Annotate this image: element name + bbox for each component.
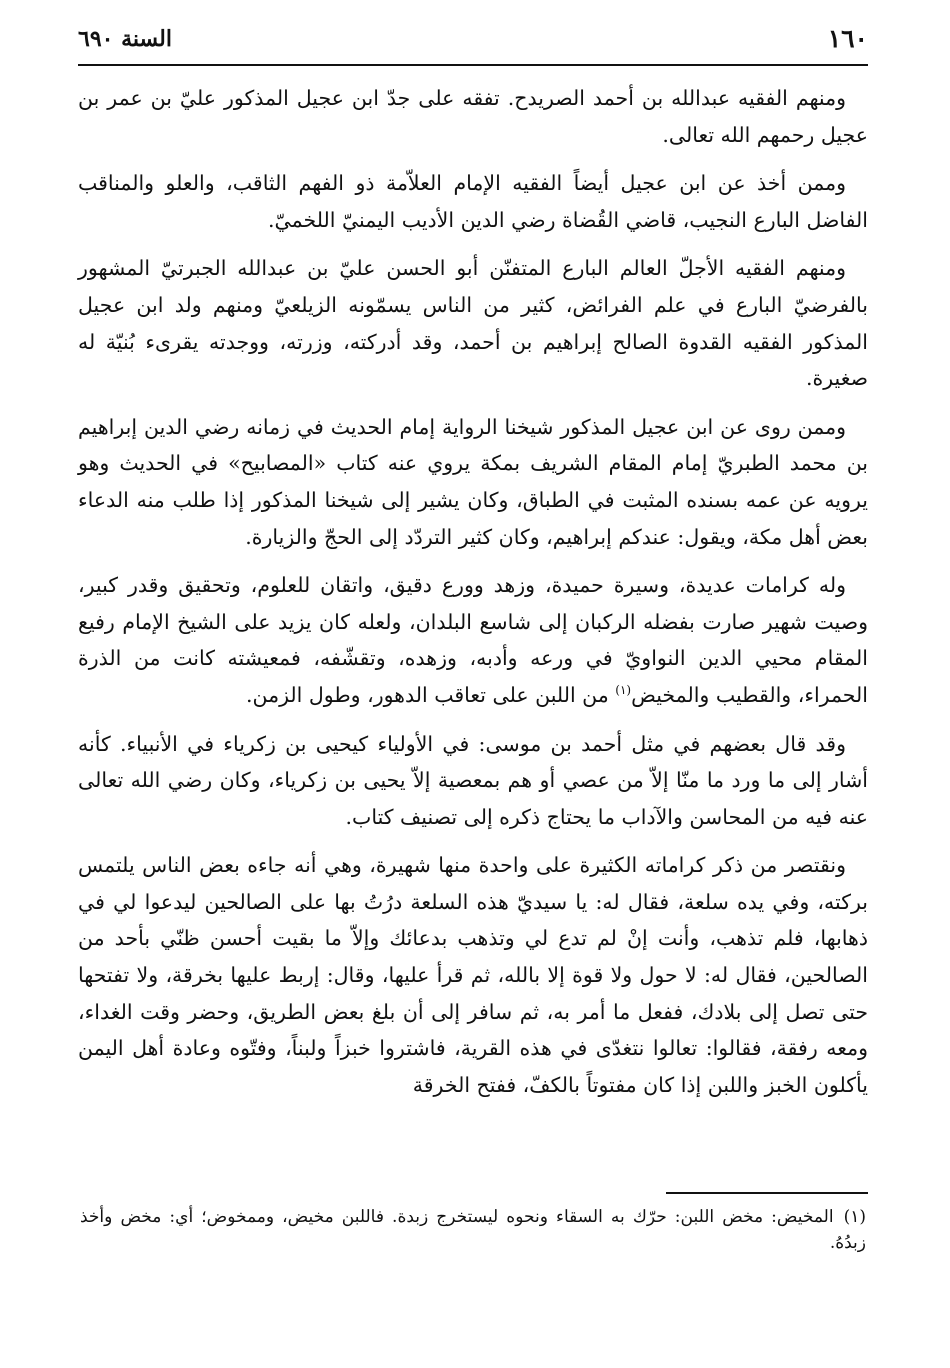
footnote-text: المخيض: مخض اللبن: حرّك به السقاء ونحوه ليستخرج زبدة. فاللبن مخيض، وممخوض؛ أي: مخض وأخذ زبدُهُ. <box>80 1207 866 1253</box>
paragraph: وقد قال بعضهم في مثل أحمد بن موسى: في الأولياء كيحيى بن زكرياء في الأنبياء. كأنه أشار إلى ما ورد ما منّا إلاّ من عصي أو هم بمعصية إلاّ يحيى بن زكرياء، وكان رضي الله تعالى عنه فيه من المحاسن والآداب ما يحتاج ذكره إلى تصنيف كتاب. <box>78 731 868 829</box>
footnote-marker: (١) <box>843 1207 866 1227</box>
page-number: ١٦٠ <box>827 24 868 53</box>
paragraph: ومنهم الفقيه الأجلّ العالم البارع المتفنّن أبو الحسن عليّ بن عبدالله الجبرتيّ المشهور بالفرضيّ البارع في علم الفرائض، كثير من الناس يسمّونه الزيلعيّ ومنهم ولد ابن عجيل المذكور الفقيه القدوة الصالح إبراهيم بن أحمد، وقد أدركته، وزرته، ووجدته يقرىء بُنيّة له صغيرة. <box>78 256 868 391</box>
paragraph: ونقتصر من ذكر كراماته الكثيرة على واحدة منها شهيرة، وهي أنه جاءه بعض الناس يلتمس بركته، وفي يده سلعة، فقال له: يا سيديّ هذه السلعة درُتُ بها على الصالحين ليدعوا لي في ذهابها، فلم تذهب، وأنت إنْ لم تدع لي وتذهب بدعائك وإلاّ ما بقيت أحسن ظنّي بأحد من الصالحين، فقال له: لا حول ولا قوة إلا بالله، ثم قرأ عليها، وقال: إربط عليها بخرقة، ولا تفتحها حتى تصل إلى بلادك، ففعل ما أمر به، ثم سافر إلى أن بلغ بعض الطريق، وحضر وقت الغداء، ومعه رفقة، فقالوا: تعالوا نتغدّى في هذه القرية، فاشتروا خبزاً ولبناً، وفتّوه وعادة أهل اليمن يأكلون الخبز واللبن إذا كان مفتوتاً بالكفّ، ففتح الخرقة <box>78 853 868 1097</box>
paragraph-text: وله كرامات عديدة، وسيرة حميدة، وزهد وورع دقيق، واتقان للعلوم، وتحقيق وقدر كبير، وصيت شهير صارت بفضله الركبان إلى شاسع البلدان، ولعله كان يزيد على الشيخ الإمام رفيع المقام محيي الدين النواويّ في ورعه وأدبه، وزهده، وتقشّفه، فمعيشته كانت من الذرة الحمراء، والقطيب والمخيض <box>78 573 868 707</box>
header-rule <box>78 64 868 66</box>
paragraph: وممن روى عن ابن عجيل المذكور شيخنا الرواية إمام الحديث في زمانه رضي الدين إبراهيم بن محمد الطبريّ إمام المقام الشريف بمكة يروي عنه كتاب «المصابيح» في الحديث وهو يرويه عن عمه بسنده المثبت في الطباق، وكان يشير إلى شيخنا المذكور إذا طلب منه الدعاء بعض أهل مكة، ويقول: عندكم إبراهيم، وكان كثير التردّد إلى الحجّ والزيارة. <box>78 414 868 549</box>
running-header <box>78 18 868 56</box>
paragraph: وممن أخذ عن ابن عجيل أيضاً الفقيه الإمام العلاّمة ذو الفهم الثاقب، والعلو والمناقب الفاضل البارع النجيب، قاضي القُضاة رضي الدين الأديب اليمنيّ اللخميّ. <box>78 171 868 232</box>
paragraph-text: من اللبن على تعاقب الدهور، وطول الزمن. <box>245 682 616 707</box>
main-text <box>78 80 868 1115</box>
running-title-year: السنة ٦٩٠ <box>78 26 172 52</box>
footnote-rule <box>666 1192 868 1194</box>
footnote-reference[interactable]: (١) <box>615 683 632 698</box>
footnote <box>80 1204 866 1256</box>
paragraph: ومنهم الفقيه عبدالله بن أحمد الصريدح. تفقه على جدّ ابن عجيل المذكور عليّ بن عمر بن عجيل رحمهم الله تعالى. <box>78 86 868 147</box>
paragraph-karamat <box>78 567 868 713</box>
footnotes <box>80 1204 866 1256</box>
